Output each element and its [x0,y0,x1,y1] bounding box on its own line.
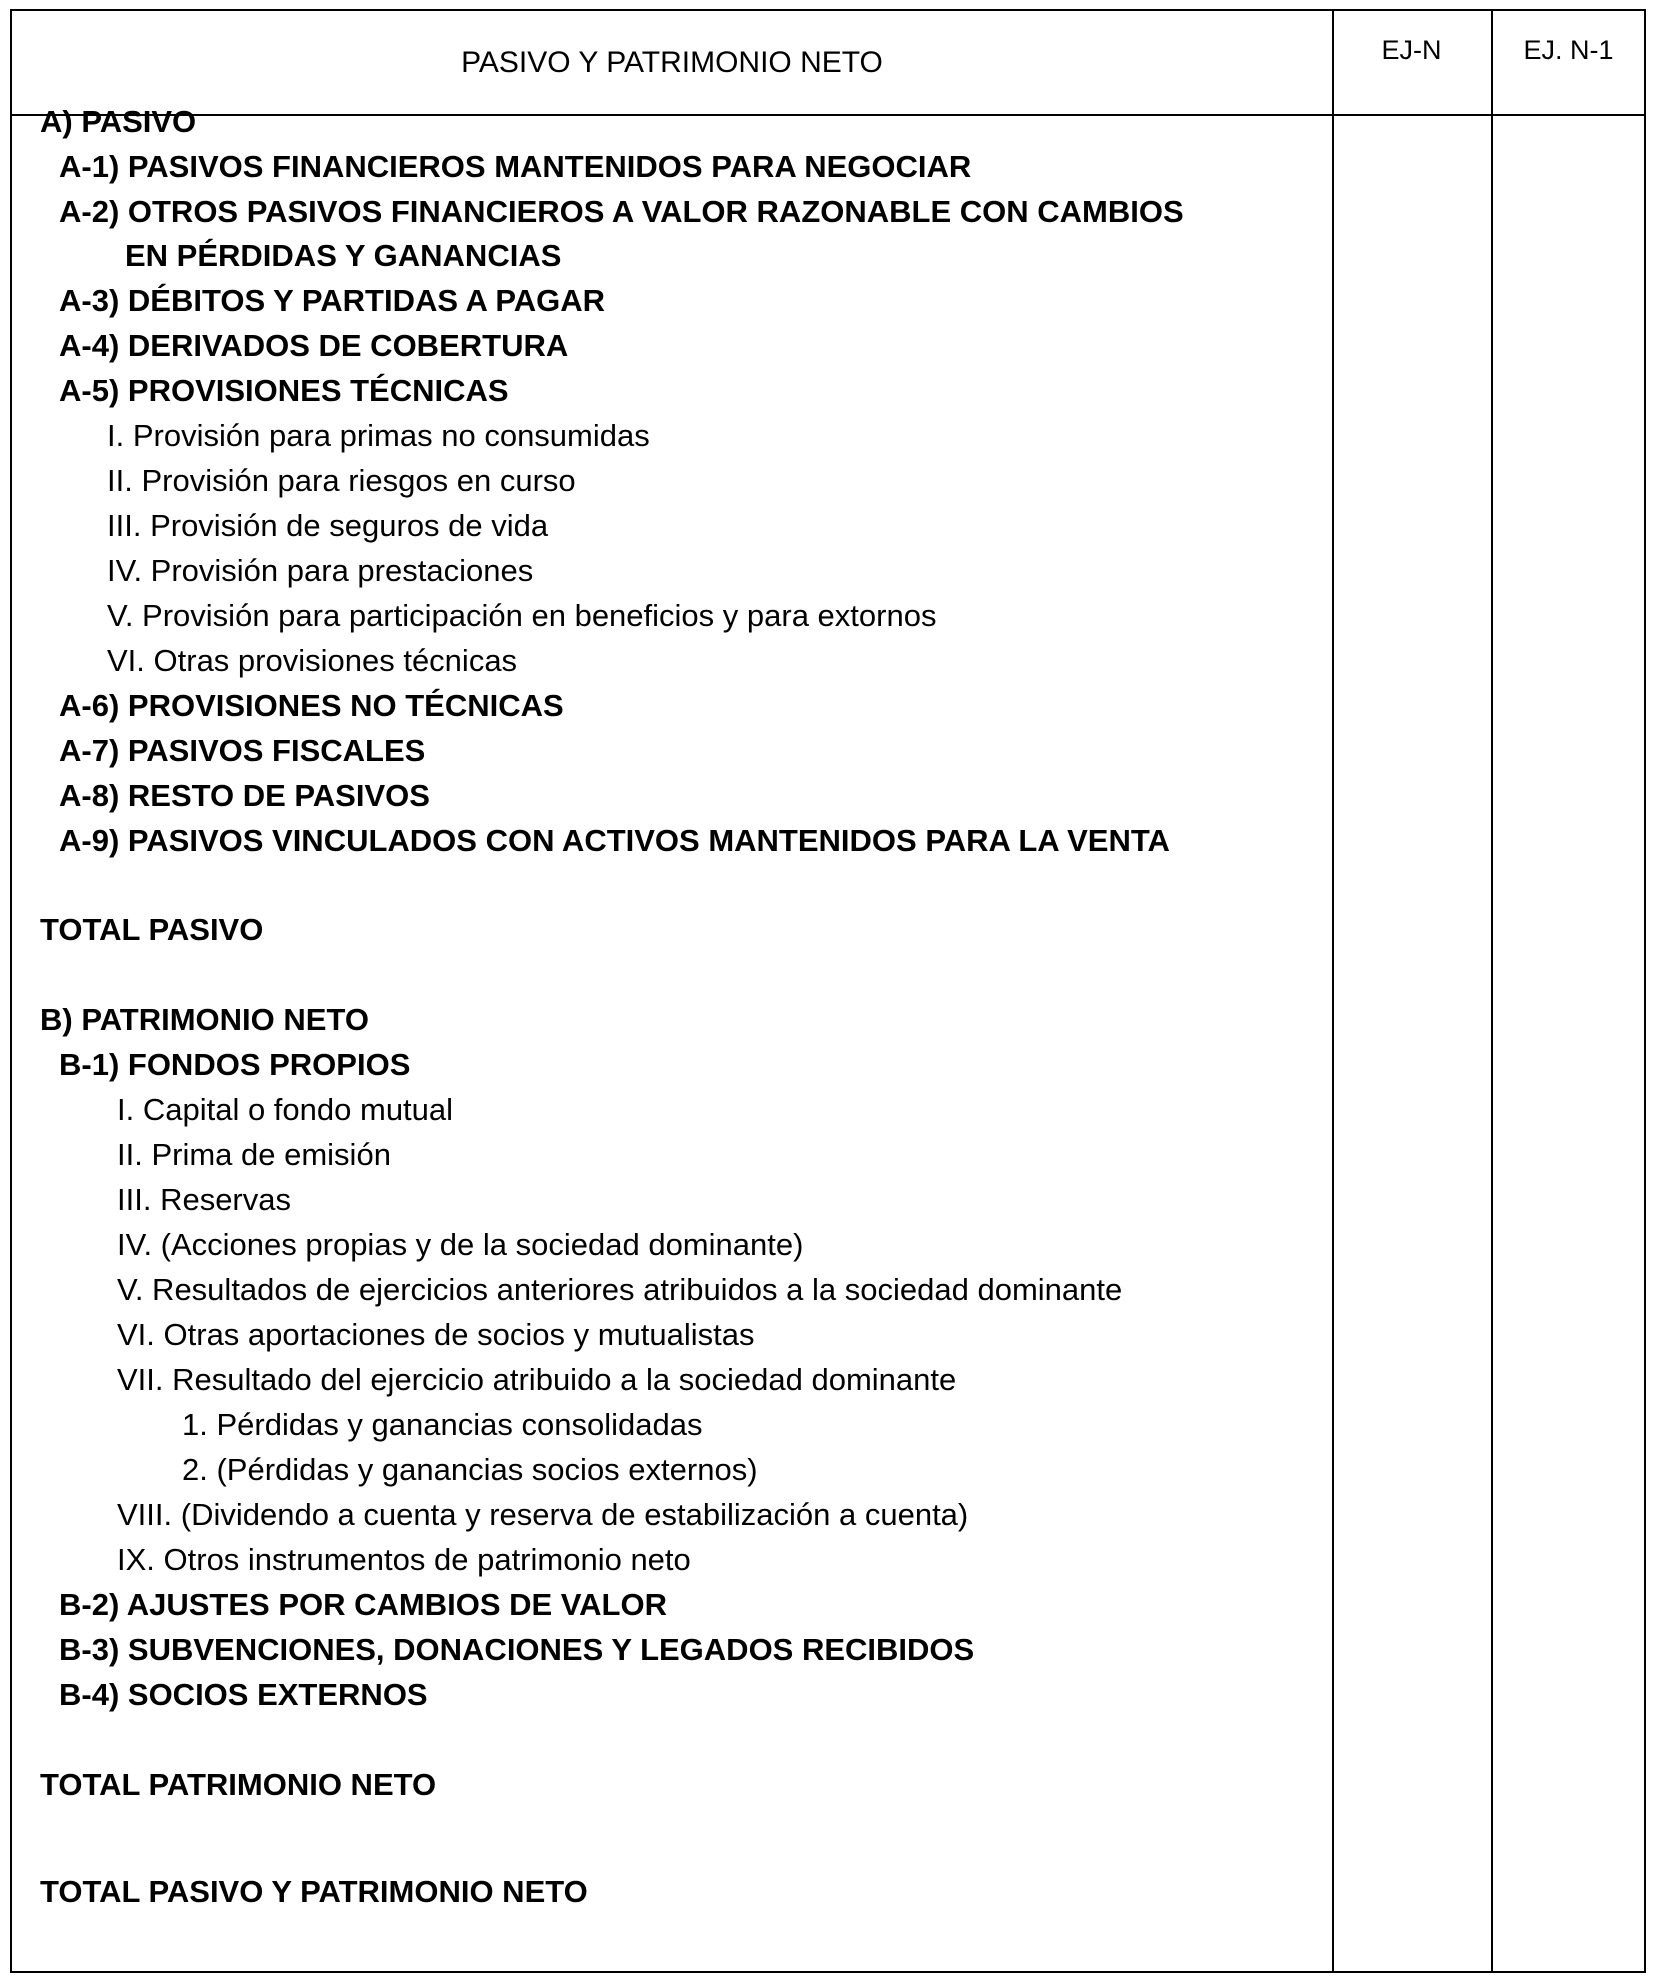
line-item: A-5) PROVISIONES TÉCNICAS [59,373,509,408]
balance-sheet-table [10,9,1646,1973]
line-item: VI. Otras provisiones técnicas [107,643,518,678]
column-header-prior-year: EJ. N-1 [1523,35,1614,65]
line-item: III. Provisión de seguros de vida [107,508,549,543]
line-item: III. Reservas [117,1182,291,1217]
line-item: B-1) FONDOS PROPIOS [59,1047,411,1082]
line-item: A-6) PROVISIONES NO TÉCNICAS [59,688,564,723]
line-item: I. Capital o fondo mutual [117,1092,454,1127]
line-item: A-9) PASIVOS VINCULADOS CON ACTIVOS MANTENIDOS PARA LA VENTA [59,823,1170,858]
column-divider-current [1332,11,1334,1971]
column-header-current-year: EJ-N [1381,35,1442,65]
line-item: TOTAL PATRIMONIO NETO [40,1767,437,1802]
line-item: VIII. (Dividendo a cuenta y reserva de estabilización a cuenta) [117,1497,969,1532]
line-item: EN PÉRDIDAS Y GANANCIAS [125,238,562,273]
line-item: B) PATRIMONIO NETO [40,1002,369,1037]
column-divider-prior [1491,11,1493,1971]
line-item: B-2) AJUSTES POR CAMBIOS DE VALOR [59,1587,667,1622]
line-item: IX. Otros instrumentos de patrimonio neto [117,1542,691,1577]
line-item: A-8) RESTO DE PASIVOS [59,778,430,813]
line-item: B-3) SUBVENCIONES, DONACIONES Y LEGADOS RECIBIDOS [59,1632,975,1667]
line-item: II. Provisión para riesgos en curso [107,463,576,498]
line-item: B-4) SOCIOS EXTERNOS [59,1677,428,1712]
line-item: A-7) PASIVOS FISCALES [59,733,426,768]
line-item: 2. (Pérdidas y ganancias socios externos) [182,1452,758,1487]
line-item: TOTAL PASIVO [40,912,264,947]
table-title: PASIVO Y PATRIMONIO NETO [461,45,883,79]
line-item: A) PASIVO [40,104,197,139]
line-item: TOTAL PASIVO Y PATRIMONIO NETO [40,1874,588,1909]
line-item: V. Resultados de ejercicios anteriores atribuidos a la sociedad dominante [117,1272,1123,1307]
line-item: I. Provisión para primas no consumidas [107,418,650,453]
line-item: II. Prima de emisión [117,1137,391,1172]
line-item: A-4) DERIVADOS DE COBERTURA [59,328,569,363]
line-item: A-1) PASIVOS FINANCIEROS MANTENIDOS PARA NEGOCIAR [59,149,972,184]
line-item: IV. (Acciones propias y de la sociedad dominante) [117,1227,804,1262]
line-item: A-2) OTROS PASIVOS FINANCIEROS A VALOR RAZONABLE CON CAMBIOS [59,194,1184,229]
line-item: VI. Otras aportaciones de socios y mutualistas [117,1317,755,1352]
line-item: VII. Resultado del ejercicio atribuido a la sociedad dominante [117,1362,957,1397]
line-item: IV. Provisión para prestaciones [107,553,534,588]
line-item: V. Provisión para participación en beneficios y para extornos [107,598,937,633]
header-divider [12,114,1644,116]
line-item: 1. Pérdidas y ganancias consolidadas [182,1407,703,1442]
line-item: A-3) DÉBITOS Y PARTIDAS A PAGAR [59,283,606,318]
